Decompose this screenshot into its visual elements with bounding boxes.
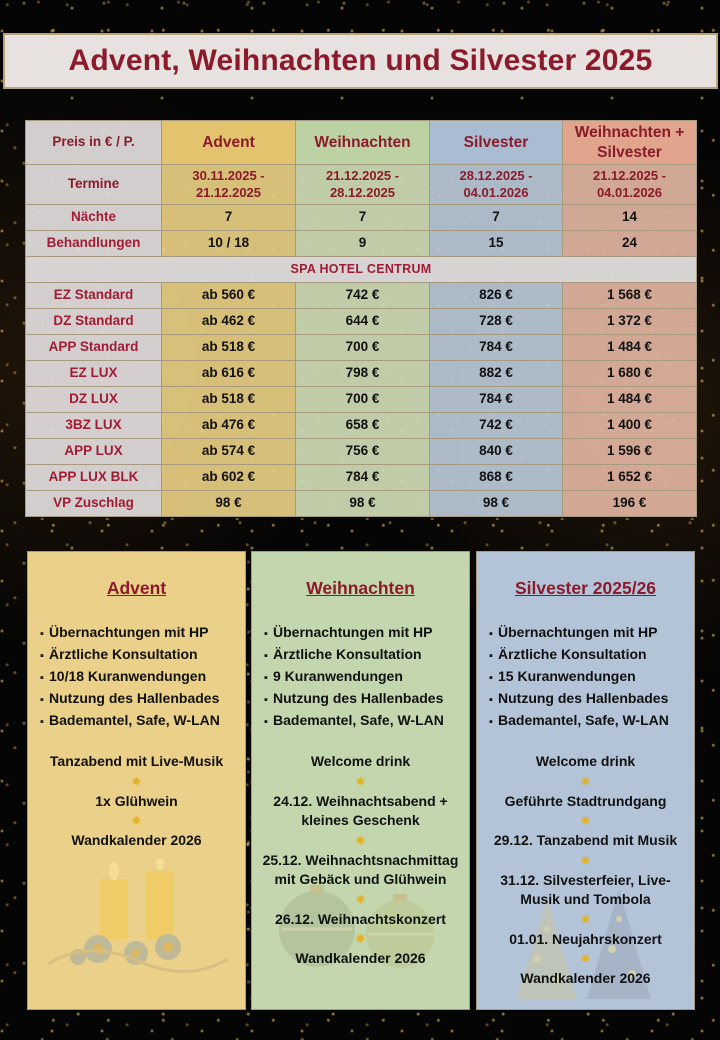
price-cell: 98 € bbox=[296, 491, 430, 517]
table-row bbox=[26, 491, 697, 517]
list-item bbox=[489, 622, 690, 644]
list-item bbox=[264, 710, 465, 732]
extra-item: 01.01. Neujahrskonzert bbox=[509, 930, 662, 947]
price-cell: ab 574 € bbox=[162, 439, 296, 465]
feature-text: Übernachtungen mit HP bbox=[498, 624, 658, 640]
column-header-weihnachten-silvester: Weihnachten + Silvester bbox=[563, 121, 697, 165]
table-header-row bbox=[26, 121, 697, 165]
list-item bbox=[489, 688, 690, 710]
price-cell: ab 462 € bbox=[162, 309, 296, 335]
price-cell: 784 € bbox=[296, 465, 430, 491]
table-row bbox=[26, 335, 697, 361]
row-label: DZ LUX bbox=[26, 387, 162, 413]
date-cell: 21.12.2025 - 28.12.2025 bbox=[296, 165, 430, 205]
star-icon: ✸ bbox=[355, 832, 366, 848]
extra-item: 31.12. Silvesterfeier, Live-Musik und Tombola bbox=[500, 871, 671, 907]
bullet-icon: ▪ bbox=[264, 672, 268, 684]
bullet-icon: ▪ bbox=[489, 694, 493, 706]
hotel-label: SPA HOTEL CENTRUM bbox=[26, 257, 697, 283]
card-title: Silvester 2025/26 bbox=[514, 578, 657, 598]
extra-item: Wandkalender 2026 bbox=[520, 970, 651, 986]
corner-label: Preis in € / P. bbox=[26, 121, 162, 165]
card-title: Advent bbox=[106, 578, 167, 598]
table-row bbox=[26, 309, 697, 335]
row-label: APP LUX bbox=[26, 439, 162, 465]
row-label: EZ LUX bbox=[26, 361, 162, 387]
star-icon: ✸ bbox=[355, 931, 366, 946]
row-label: 3BZ LUX bbox=[26, 413, 162, 439]
price-table bbox=[25, 120, 697, 517]
table-cell: 15 bbox=[430, 231, 563, 257]
bullet-icon: ▪ bbox=[264, 650, 268, 662]
price-cell: 728 € bbox=[430, 309, 563, 335]
feature-text: 15 Kuranwendungen bbox=[498, 668, 636, 684]
extra-item: 25.12. Weihnachtsnachmittag mit Gebäck und Glühwein bbox=[262, 851, 459, 887]
list-item bbox=[40, 666, 241, 688]
price-cell: 98 € bbox=[430, 491, 563, 517]
table-cell: 7 bbox=[162, 205, 296, 231]
star-icon: ✸ bbox=[580, 852, 591, 868]
bullet-icon: ▪ bbox=[489, 716, 493, 728]
price-cell: 644 € bbox=[296, 309, 430, 335]
list-item bbox=[264, 688, 465, 710]
date-cell: 30.11.2025 - 21.12.2025 bbox=[162, 165, 296, 205]
star-icon: ✸ bbox=[580, 951, 591, 966]
star-icon: ✸ bbox=[580, 773, 591, 789]
feature-list bbox=[481, 622, 690, 732]
price-cell: 826 € bbox=[430, 283, 563, 309]
column-header-weihnachten: Weihnachten bbox=[296, 121, 430, 165]
bullet-icon: ▪ bbox=[264, 694, 268, 706]
table-row bbox=[26, 413, 697, 439]
list-item bbox=[40, 622, 241, 644]
bullet-icon: ▪ bbox=[40, 650, 44, 662]
price-cell: 196 € bbox=[563, 491, 697, 517]
bullet-icon: ▪ bbox=[489, 672, 493, 684]
extra-item: Wandkalender 2026 bbox=[295, 950, 426, 966]
list-item bbox=[40, 710, 241, 732]
row-label: APP Standard bbox=[26, 335, 162, 361]
bullet-icon: ▪ bbox=[40, 694, 44, 706]
list-item bbox=[489, 666, 690, 688]
feature-list bbox=[32, 622, 241, 732]
star-icon: ✸ bbox=[131, 773, 142, 789]
price-cell: 1 484 € bbox=[563, 387, 697, 413]
table-cell: 10 / 18 bbox=[162, 231, 296, 257]
card-weihnachten bbox=[251, 551, 470, 1010]
bullet-icon: ▪ bbox=[264, 716, 268, 728]
table-row bbox=[26, 361, 697, 387]
list-item bbox=[489, 710, 690, 732]
price-cell: 784 € bbox=[430, 335, 563, 361]
list-item bbox=[40, 688, 241, 710]
star-icon: ✸ bbox=[355, 891, 366, 907]
feature-text: Übernachtungen mit HP bbox=[273, 624, 433, 640]
price-cell: ab 602 € bbox=[162, 465, 296, 491]
bullet-icon: ▪ bbox=[40, 672, 44, 684]
price-cell: 1 400 € bbox=[563, 413, 697, 439]
feature-text: Nutzung des Hallenbades bbox=[273, 690, 444, 706]
price-cell: 840 € bbox=[430, 439, 563, 465]
price-cell: ab 616 € bbox=[162, 361, 296, 387]
extra-item: Tanzabend mit Live-Musik bbox=[49, 753, 224, 769]
feature-text: Bademantel, Safe, W-LAN bbox=[498, 712, 669, 728]
bullet-icon: ▪ bbox=[489, 628, 493, 640]
price-cell: 1 568 € bbox=[563, 283, 697, 309]
bullet-icon: ▪ bbox=[40, 716, 44, 728]
list-item bbox=[264, 666, 465, 688]
extra-item: 29.12. Tanzabend mit Musik bbox=[493, 832, 678, 848]
feature-text: Ärztliche Konsultation bbox=[273, 646, 422, 662]
extra-item: 24.12. Weihnachtsabend + kleines Geschenk bbox=[273, 792, 448, 828]
page-title: Advent, Weihnachten und Silvester 2025 bbox=[68, 44, 653, 77]
list-item bbox=[264, 644, 465, 666]
extra-item: 26.12. Weihnachtskonzert bbox=[275, 910, 446, 927]
feature-text: Bademantel, Safe, W-LAN bbox=[49, 712, 220, 728]
extra-item: Wandkalender 2026 bbox=[71, 832, 202, 848]
row-label: Nächte bbox=[26, 205, 162, 231]
price-cell: 1 596 € bbox=[563, 439, 697, 465]
table-cell: 7 bbox=[430, 205, 563, 231]
row-label: Behandlungen bbox=[26, 231, 162, 257]
feature-list bbox=[256, 622, 465, 732]
extra-item: Geführte Stadtrundgang bbox=[504, 792, 667, 809]
table-cell: 9 bbox=[296, 231, 430, 257]
column-header-silvester: Silvester bbox=[430, 121, 563, 165]
price-cell: 98 € bbox=[162, 491, 296, 517]
feature-text: Nutzung des Hallenbades bbox=[49, 690, 220, 706]
table-row bbox=[26, 465, 697, 491]
dates-row bbox=[26, 165, 697, 205]
feature-text: 9 Kuranwendungen bbox=[273, 668, 403, 684]
table-cell: 24 bbox=[563, 231, 697, 257]
list-item bbox=[40, 644, 241, 666]
bullet-icon: ▪ bbox=[489, 650, 493, 662]
nights-row bbox=[26, 205, 697, 231]
extra-item: Welcome drink bbox=[310, 753, 411, 769]
room-rows bbox=[26, 283, 697, 517]
feature-text: Bademantel, Safe, W-LAN bbox=[273, 712, 444, 728]
price-cell: 784 € bbox=[430, 387, 563, 413]
bullet-icon: ▪ bbox=[40, 628, 44, 640]
candles-icon bbox=[28, 859, 246, 1009]
extra-item: Welcome drink bbox=[535, 753, 636, 769]
row-label: DZ Standard bbox=[26, 309, 162, 335]
row-label: APP LUX BLK bbox=[26, 465, 162, 491]
star-icon: ✸ bbox=[355, 773, 366, 789]
treatments-row bbox=[26, 231, 697, 257]
price-cell: 882 € bbox=[430, 361, 563, 387]
price-cell: 700 € bbox=[296, 335, 430, 361]
date-cell: 21.12.2025 - 04.01.2026 bbox=[563, 165, 697, 205]
feature-text: Nutzung des Hallenbades bbox=[498, 690, 669, 706]
column-header-advent: Advent bbox=[162, 121, 296, 165]
price-cell: 756 € bbox=[296, 439, 430, 465]
price-cell: ab 560 € bbox=[162, 283, 296, 309]
table-row bbox=[26, 439, 697, 465]
list-item bbox=[489, 644, 690, 666]
table-row bbox=[26, 283, 697, 309]
date-cell: 28.12.2025 - 04.01.2026 bbox=[430, 165, 563, 205]
star-icon: ✸ bbox=[131, 813, 142, 828]
row-label: EZ Standard bbox=[26, 283, 162, 309]
price-cell: 1 652 € bbox=[563, 465, 697, 491]
price-cell: 798 € bbox=[296, 361, 430, 387]
list-item bbox=[264, 622, 465, 644]
row-label: VP Zuschlag bbox=[26, 491, 162, 517]
feature-text: Ärztliche Konsultation bbox=[49, 646, 198, 662]
table-row bbox=[26, 387, 697, 413]
bullet-icon: ▪ bbox=[264, 628, 268, 640]
price-cell: 1 680 € bbox=[563, 361, 697, 387]
title-banner bbox=[3, 33, 718, 89]
feature-text: 10/18 Kuranwendungen bbox=[49, 668, 207, 684]
star-icon: ✸ bbox=[580, 911, 591, 927]
price-cell: 1 372 € bbox=[563, 309, 697, 335]
price-cell: 658 € bbox=[296, 413, 430, 439]
card-advent bbox=[27, 551, 246, 1010]
extra-item: 1x Glühwein bbox=[95, 792, 178, 809]
card-silvester bbox=[476, 551, 695, 1010]
table-cell: 14 bbox=[563, 205, 697, 231]
price-cell: 1 484 € bbox=[563, 335, 697, 361]
star-icon: ✸ bbox=[580, 813, 591, 828]
feature-text: Übernachtungen mit HP bbox=[49, 624, 209, 640]
price-cell: ab 518 € bbox=[162, 387, 296, 413]
price-cell: 742 € bbox=[296, 283, 430, 309]
hotel-row bbox=[26, 257, 697, 283]
feature-text: Ärztliche Konsultation bbox=[498, 646, 647, 662]
price-cell: ab 518 € bbox=[162, 335, 296, 361]
price-cell: ab 476 € bbox=[162, 413, 296, 439]
row-label: Termine bbox=[26, 165, 162, 205]
price-cell: 868 € bbox=[430, 465, 563, 491]
table-cell: 7 bbox=[296, 205, 430, 231]
card-title: Weihnachten bbox=[306, 578, 415, 598]
price-cell: 742 € bbox=[430, 413, 563, 439]
price-cell: 700 € bbox=[296, 387, 430, 413]
